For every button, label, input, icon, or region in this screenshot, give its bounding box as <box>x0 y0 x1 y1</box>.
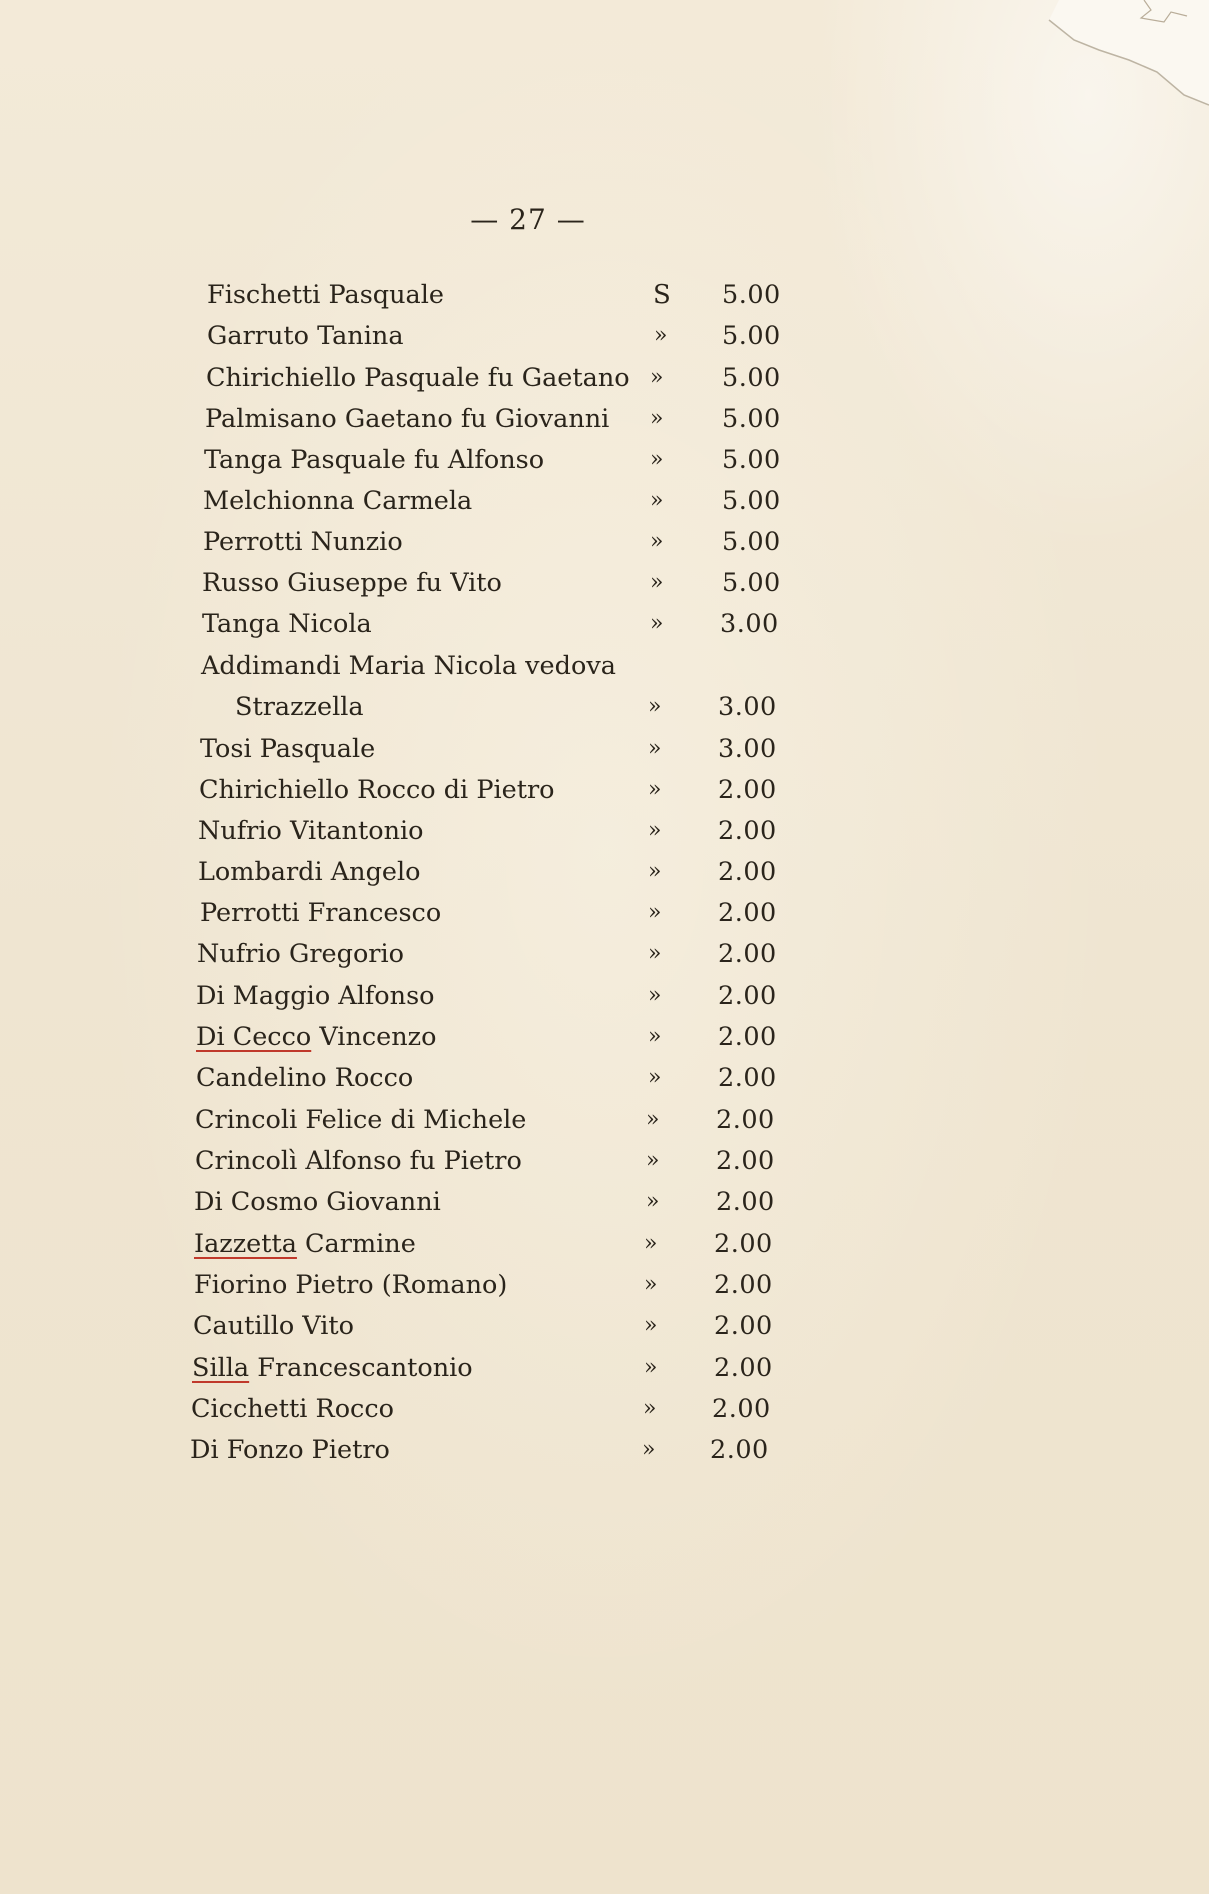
ditto-mark: » <box>642 1437 656 1462</box>
list-item <box>205 399 781 439</box>
donation-amount: 2.00 <box>716 1105 775 1135</box>
list-item <box>199 770 777 810</box>
donation-amount: 2.00 <box>718 816 777 846</box>
donor-name: Di Cosmo Giovanni <box>194 1187 441 1217</box>
ditto-mark: » <box>644 1231 658 1256</box>
list-item <box>193 1306 773 1346</box>
red-underline: Di Cecco <box>196 1022 312 1052</box>
list-item <box>194 1182 775 1222</box>
donation-amount: 2.00 <box>718 898 777 928</box>
donation-amount: 5.00 <box>722 321 781 351</box>
donor-name: Melchionna Carmela <box>203 486 473 516</box>
donor-name: Russo Giuseppe fu Vito <box>202 568 502 598</box>
donation-amount: 5.00 <box>722 568 781 598</box>
list-item <box>194 1265 773 1305</box>
donation-amount: 2.00 <box>718 775 777 805</box>
ditto-mark: » <box>646 1189 660 1214</box>
list-item <box>192 1348 773 1388</box>
donor-name: Crincoli Felice di Michele <box>195 1105 527 1135</box>
donation-amount: 2.00 <box>718 857 777 887</box>
donor-name: Garruto Tanina <box>207 321 404 351</box>
donor-name: Tanga Pasquale fu Alfonso <box>204 445 545 475</box>
currency-mark: S <box>653 280 671 310</box>
ditto-mark: » <box>648 736 662 761</box>
donation-amount: 2.00 <box>718 1022 777 1052</box>
list-item <box>195 1141 775 1181</box>
donation-amount: 2.00 <box>714 1311 773 1341</box>
donation-amount: 3.00 <box>720 609 779 639</box>
donation-amount: 5.00 <box>722 363 781 393</box>
ditto-mark: » <box>646 1148 660 1173</box>
red-underline: Silla <box>192 1353 250 1383</box>
donor-name: Fiorino Pietro (Romano) <box>194 1270 508 1300</box>
ditto-mark: » <box>650 406 664 431</box>
ditto-mark: » <box>648 694 662 719</box>
donation-amount: 3.00 <box>718 734 777 764</box>
donor-name: Cicchetti Rocco <box>191 1394 394 1424</box>
donor-name: Palmisano Gaetano fu Giovanni <box>205 404 610 434</box>
donation-amount: 2.00 <box>718 981 777 1011</box>
ditto-mark: » <box>648 900 662 925</box>
red-underline: Iazzetta <box>194 1229 297 1259</box>
donor-name-rest: Francescantonio <box>249 1353 473 1383</box>
list-item <box>235 687 795 727</box>
list-item <box>196 1017 777 1057</box>
donor-name: Di Fonzo Pietro <box>190 1435 390 1465</box>
list-item <box>194 1224 773 1264</box>
list-item <box>195 1100 775 1140</box>
ditto-mark: » <box>644 1355 658 1380</box>
list-item <box>204 440 781 480</box>
donor-name: Nufrio Gregorio <box>197 939 405 969</box>
list-item <box>197 934 777 974</box>
list-item <box>191 1389 771 1429</box>
ditto-mark: » <box>648 983 662 1008</box>
ditto-mark: » <box>648 859 662 884</box>
donor-name: Perrotti Francesco <box>200 898 442 928</box>
donation-amount: 5.00 <box>722 527 781 557</box>
donor-name-rest: Vincenzo <box>311 1022 437 1052</box>
ditto-mark: » <box>650 611 664 636</box>
list-item <box>198 811 777 851</box>
ditto-mark: » <box>648 777 662 802</box>
donation-amount: 2.00 <box>718 939 777 969</box>
list-item <box>203 481 781 521</box>
donor-name <box>196 1017 436 1057</box>
donor-name: Fischetti Pasquale <box>207 280 444 310</box>
donation-amount: 2.00 <box>710 1435 769 1465</box>
donation-amount: 2.00 <box>712 1394 771 1424</box>
list-item <box>196 1058 777 1098</box>
ditto-mark: » <box>643 1396 657 1421</box>
donor-name: Perrotti Nunzio <box>203 527 403 557</box>
donor-name: Strazzella <box>235 692 364 722</box>
donor-name <box>192 1348 473 1388</box>
donor-name: Di Maggio Alfonso <box>196 981 435 1011</box>
donor-name: Crincolì Alfonso fu Pietro <box>195 1146 522 1176</box>
list-item <box>198 852 777 892</box>
ditto-mark: » <box>648 1024 662 1049</box>
ditto-mark: » <box>644 1272 658 1297</box>
donor-name: Candelino Rocco <box>196 1063 414 1093</box>
donation-amount: 5.00 <box>722 404 781 434</box>
list-item <box>201 646 761 686</box>
donation-amount: 2.00 <box>714 1353 773 1383</box>
donor-name: Tanga Nicola <box>202 609 372 639</box>
list-item <box>202 604 779 644</box>
ditto-mark: » <box>650 529 664 554</box>
donor-name: Nufrio Vitantonio <box>198 816 424 846</box>
list-item <box>207 275 781 315</box>
donation-amount: 2.00 <box>716 1187 775 1217</box>
list-item <box>200 729 777 769</box>
donor-name: Chirichiello Pasquale fu Gaetano <box>206 363 630 393</box>
donation-amount: 2.00 <box>714 1270 773 1300</box>
ditto-mark: » <box>650 570 664 595</box>
donation-amount: 5.00 <box>722 445 781 475</box>
ditto-mark: » <box>648 818 662 843</box>
ditto-mark: » <box>650 365 664 390</box>
list-item <box>206 358 781 398</box>
donation-amount: 2.00 <box>714 1229 773 1259</box>
ditto-mark: » <box>644 1313 658 1338</box>
donation-amount: 2.00 <box>718 1063 777 1093</box>
list-item <box>207 316 781 356</box>
ditto-mark: » <box>648 1065 662 1090</box>
donor-name: Addimandi Maria Nicola vedova <box>201 651 616 681</box>
donation-amount: 5.00 <box>722 280 781 310</box>
donor-name: Cautillo Vito <box>193 1311 355 1341</box>
donation-amount: 5.00 <box>722 486 781 516</box>
list-item <box>196 976 777 1016</box>
list-item <box>202 563 781 603</box>
donor-name: Lombardi Angelo <box>198 857 421 887</box>
ditto-mark: » <box>650 488 664 513</box>
page-number: — 27 — <box>470 203 586 236</box>
donor-name <box>194 1224 416 1264</box>
ditto-mark: » <box>648 941 662 966</box>
ditto-mark: » <box>646 1107 660 1132</box>
donation-amount: 3.00 <box>718 692 777 722</box>
list-item <box>203 522 781 562</box>
donation-amount: 2.00 <box>716 1146 775 1176</box>
ditto-mark: » <box>650 447 664 472</box>
ditto-mark: » <box>654 323 668 348</box>
donor-name-rest: Carmine <box>296 1229 416 1259</box>
list-item <box>190 1430 769 1470</box>
list-item <box>200 893 777 933</box>
donor-name: Tosi Pasquale <box>200 734 376 764</box>
donor-name: Chirichiello Rocco di Pietro <box>199 775 555 805</box>
